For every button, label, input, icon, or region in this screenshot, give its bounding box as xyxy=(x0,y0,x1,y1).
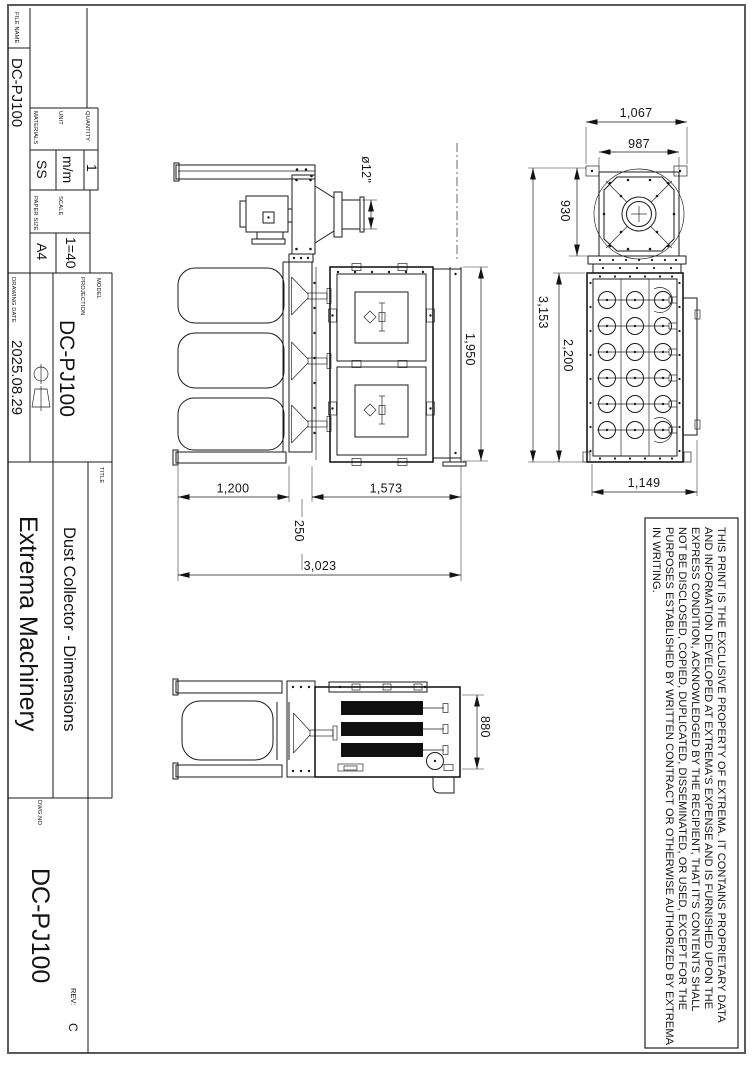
quantity-value: 1 xyxy=(84,164,100,172)
title-value: Dust Collector - Dimensions xyxy=(60,527,78,732)
access-door xyxy=(337,274,426,361)
dim-front-offset: 250 xyxy=(292,520,306,542)
notice-line: PURPOSES ESTABLISHED BY WRITTEN CONTRACT OR OTHERWISE AUTHORIZED BY EXTREMA xyxy=(663,527,675,1046)
dim-front-bag-section: 1,200 xyxy=(216,481,250,496)
side-view xyxy=(173,679,460,793)
dim-front-overall-width: 3,023 xyxy=(303,559,337,573)
dwg-no-value: DC-PJ100 xyxy=(26,868,54,984)
filter-plate xyxy=(341,722,423,736)
model-value: DC-PJ100 xyxy=(55,320,78,417)
dimensions xyxy=(178,106,697,769)
file-name-label: FILE NAME xyxy=(13,12,19,44)
notice-line: THIS PRINT IS THE EXCLUSIVE PROPERTY OF EXTREMA. IT CONTAINS PROPRIETARY DATA xyxy=(715,527,727,1023)
paper-size-value: A4 xyxy=(34,243,50,261)
unit-label: UNIT xyxy=(57,111,63,125)
company-name: Extrema Machinery xyxy=(14,516,42,732)
dim-plan-base-width: 1,149 xyxy=(627,476,661,490)
page-border xyxy=(8,5,745,1053)
quantity-label: QUANTITY xyxy=(84,111,90,142)
rev-label: REV: xyxy=(69,988,78,1006)
venturi-funnels xyxy=(292,277,332,443)
projection-label: PROJECTION xyxy=(79,277,85,316)
notice-line: AND INFORMATION DEVELOPED AT EXTREMA'S EXPENSE AND IS FURNISHED UPON THE xyxy=(702,527,714,1010)
dim-plan-overall-length: 3,153 xyxy=(536,296,550,329)
paper-size-label: PAPER SIZE xyxy=(32,196,38,231)
dwg-no-label: DWG.NO xyxy=(36,800,42,826)
dim-side-depth: 880 xyxy=(478,716,492,738)
title-label: TITLE xyxy=(98,467,104,484)
filter-plate xyxy=(341,701,423,715)
access-door xyxy=(337,367,426,455)
door-handle xyxy=(364,396,385,424)
proprietary-notice xyxy=(645,518,738,1048)
dim-front-body-height: 1,950 xyxy=(463,333,477,366)
filter-cartridges xyxy=(597,292,677,439)
drawing-date-label: DRAWING DATE xyxy=(10,277,16,323)
filter-bag xyxy=(178,333,284,388)
scale-value: 1=40 xyxy=(63,237,79,269)
scale-label: SCALE xyxy=(57,196,63,216)
notice-line: IN WRITING. xyxy=(650,527,662,593)
filter-plate xyxy=(341,743,423,757)
front-view xyxy=(173,143,466,466)
drawing-date-value: 2025.08.29 xyxy=(8,340,25,416)
dim-plan-fan-deck: 930 xyxy=(558,200,572,222)
dim-front-cabinet-section: 1,573 xyxy=(369,481,403,496)
rev-value: C xyxy=(66,1023,80,1032)
notice-line: NOT BE DISCLOSED, COPIED, DUPLICATED, DISSEMINATED, OR USED, EXCEPT FOR THE xyxy=(676,527,688,1011)
materials-label: MATERIALS xyxy=(32,111,38,145)
title-block xyxy=(8,8,112,1053)
filter-bag xyxy=(178,398,284,450)
projection-symbol xyxy=(32,364,50,411)
door-handle xyxy=(364,303,385,331)
unit-value: m/m xyxy=(60,156,76,184)
model-label: MODEL xyxy=(95,278,101,300)
plan-view xyxy=(583,166,700,462)
filter-bag xyxy=(182,701,273,760)
notice-line: EXPRESS CONDITION, ACKNOWLEDGED BY THE RECIPIENT, THAT IT'S CONTENTS SHALL xyxy=(689,527,701,1012)
file-name-value: DC-PJ100 xyxy=(8,58,25,128)
dim-front-outlet: ø12" xyxy=(359,156,373,184)
dim-plan-body-length: 2,200 xyxy=(561,339,575,372)
dim-plan-inner-width: 987 xyxy=(628,137,650,151)
dim-plan-overall-width: 1,067 xyxy=(619,106,653,120)
materials-value: SS xyxy=(34,160,50,179)
filter-bag xyxy=(178,268,284,323)
